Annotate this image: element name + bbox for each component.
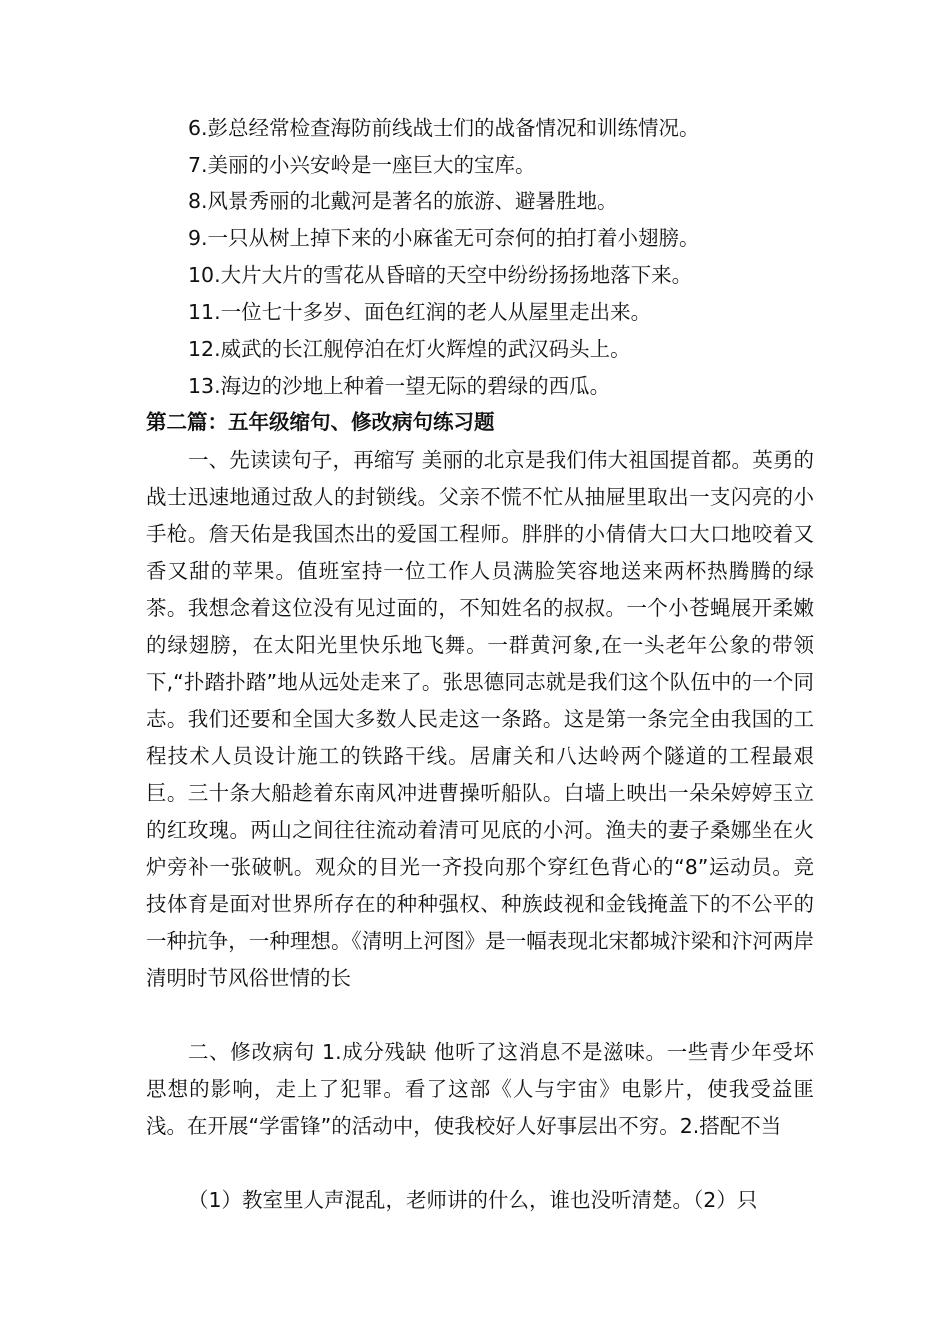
paragraph-fix-sentences: 二、修改病句 1.成分残缺 他听了这消息不是滋味。一些青少年受坏思想的影响，走上了犯罪。看了这部《人与宇宙》电影片，使我受益匪浅。在开展“学雷锋”的活动中，使我校好人好事层出不穷。2.搭配不当 [146,1040,814,1138]
section-heading: 第二篇：五年级缩句、修改病句练习题 [146,410,495,434]
list-item: 9.一只从树上掉下来的小麻雀无可奈何的拍打着小翅膀。 [188,226,700,250]
paragraph-shorten-sentences: 一、先读读句子，再缩写 美丽的北京是我们伟大祖国提首都。英勇的战士迅速地通过敌人的封锁线。父亲不慌不忙从抽屉里取出一支闪亮的小手枪。詹天佑是我国杰出的爱国工程师。胖胖的小倩倩大口大口地咬着又香又甜的苹果。值班室持一位工作人员满脸笑容地送来两杯热腾腾的绿茶。我想念着这位没有见过面的，不知姓名的叔叔。一个小苍蝇展开柔嫩的绿翅膀，在太阳光里快乐地飞舞。一群黄河象,在一头老年公象的带领下,“扑踏扑踏”地从远处走来了。张思德同志就是我们这个队伍中的一个同志。我们还要和全国大多数人民走这一条路。这是第一条完全由我国的工程技术人员设计施工的铁路干线。居庸关和八达岭两个隧道的工程最艰巨。三十条大船趁着东南风冲进曹操听船队。白墙上映出一朵朵婷婷玉立的红玫瑰。两山之间往往流动着清可见底的小河。渔夫的妻子桑娜坐在火炉旁补一张破帆。观众的目光一齐投向那个穿红色背心的“8”运动员。竞技体育是面对世界所存在的种种强权、种族歧视和金钱掩盖下的不公平的一种抗争，一种理想。《清明上河图》是一幅表现北宋都城汴梁和汴河两岸清明时节风俗世情的长 [146,448,814,990]
list-item: 13.海边的沙地上种着一望无际的碧绿的西瓜。 [188,374,611,398]
list-item: 10.大片大片的雪花从昏暗的天空中纷纷扬扬地落下来。 [188,263,693,287]
list-item: 12.威武的长江舰停泊在灯火辉煌的武汉码头上。 [188,337,631,361]
list-item: 11.一位七十多岁、面色红润的老人从屋里走出来。 [188,300,652,324]
list-item: 7.美丽的小兴安岭是一座巨大的宝库。 [188,153,536,177]
list-item: 8.风景秀丽的北戴河是著名的旅游、避暑胜地。 [188,189,618,213]
paragraph-collocation: （1）教室里人声混乱，老师讲的什么，谁也没听清楚。（2）只 [188,1188,758,1212]
list-item: 6.彭总经常检查海防前线战士们的战备情况和训练情况。 [188,116,700,140]
